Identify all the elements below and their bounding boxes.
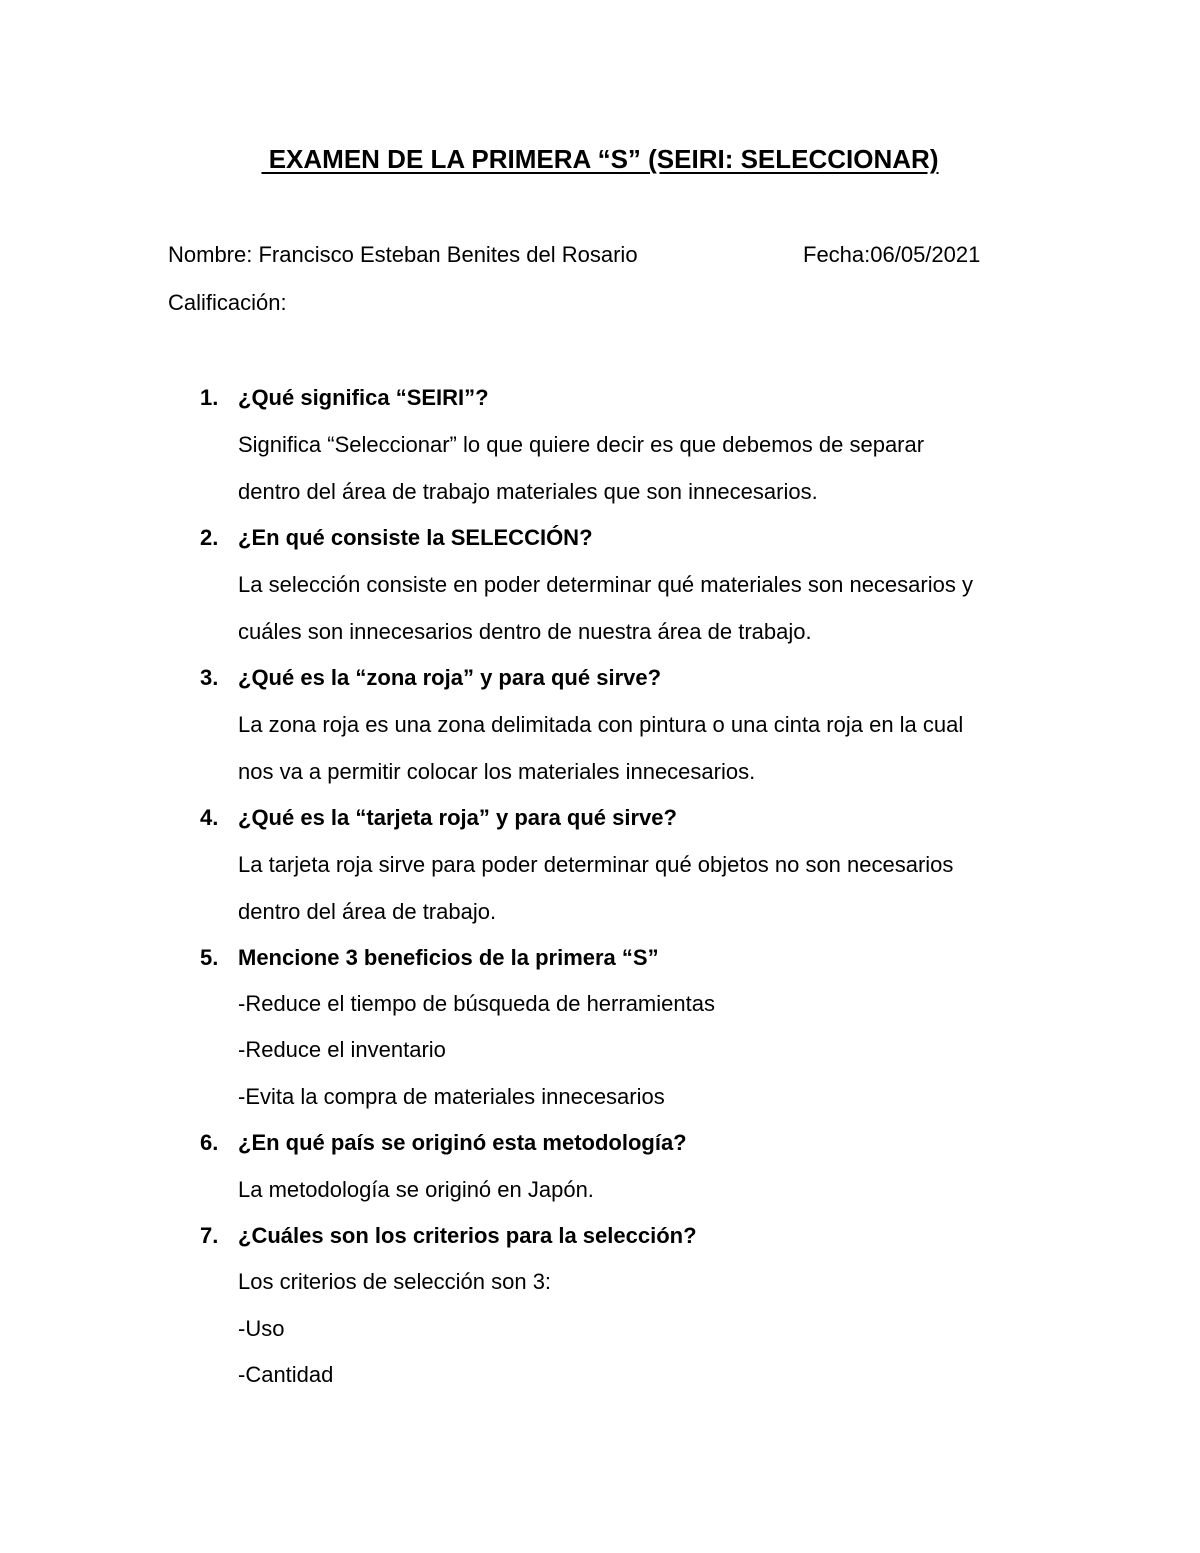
question-number: 5. — [200, 945, 219, 970]
answer-line: nos va a permitir colocar los materiales innecesarios. — [238, 759, 756, 784]
answer-line: -Uso — [238, 1316, 285, 1341]
answer-line: -Reduce el inventario — [238, 1037, 446, 1062]
question-number: 1. — [200, 385, 219, 410]
question-text: ¿En qué consiste la SELECCIÓN? — [238, 525, 593, 550]
question-text: Mencione 3 beneficios de la primera “S” — [238, 945, 659, 970]
answer-line: La zona roja es una zona delimitada con pintura o una cinta roja en la cual — [238, 712, 964, 737]
answer-line: La selección consiste en poder determinar qué materiales son necesarios y — [238, 572, 973, 597]
answer-line: La tarjeta roja sirve para poder determinar qué objetos no son necesarios — [238, 852, 954, 877]
exam-title: EXAMEN DE LA PRIMERA “S” (SEIRI: SELECCIONAR) — [261, 144, 939, 174]
question-text: ¿Qué es la “tarjeta roja” y para qué sirve? — [238, 805, 677, 830]
answer-line: dentro del área de trabajo materiales que son innecesarios. — [238, 479, 818, 504]
question-text: ¿Cuáles son los criterios para la selección? — [238, 1223, 697, 1248]
answer-line: dentro del área de trabajo. — [238, 899, 497, 924]
question-text: ¿Qué significa “SEIRI”? — [238, 385, 489, 410]
answer-line: Los criterios de selección son 3: — [238, 1269, 552, 1294]
question-number: 2. — [200, 525, 219, 550]
answer-line: La metodología se originó en Japón. — [238, 1177, 594, 1202]
answer-line: -Evita la compra de materiales innecesarios — [238, 1084, 665, 1109]
exam-date: Fecha:06/05/2021 — [803, 242, 981, 267]
question-number: 7. — [200, 1223, 219, 1248]
question-text: ¿Qué es la “zona roja” y para qué sirve? — [238, 665, 662, 690]
answer-line: cuáles son innecesarios dentro de nuestra área de trabajo. — [238, 619, 812, 644]
student-name: Nombre: Francisco Esteban Benites del Rosario — [168, 242, 638, 267]
question-number: 6. — [200, 1130, 219, 1155]
grade-label: Calificación: — [168, 290, 287, 315]
question-text: ¿En qué país se originó esta metodología? — [238, 1130, 687, 1155]
answer-line: -Reduce el tiempo de búsqueda de herramientas — [238, 991, 715, 1016]
answer-line: -Cantidad — [238, 1362, 334, 1387]
question-number: 3. — [200, 665, 219, 690]
answer-line: Significa “Seleccionar” lo que quiere decir es que debemos de separar — [238, 432, 925, 457]
question-number: 4. — [200, 805, 219, 830]
